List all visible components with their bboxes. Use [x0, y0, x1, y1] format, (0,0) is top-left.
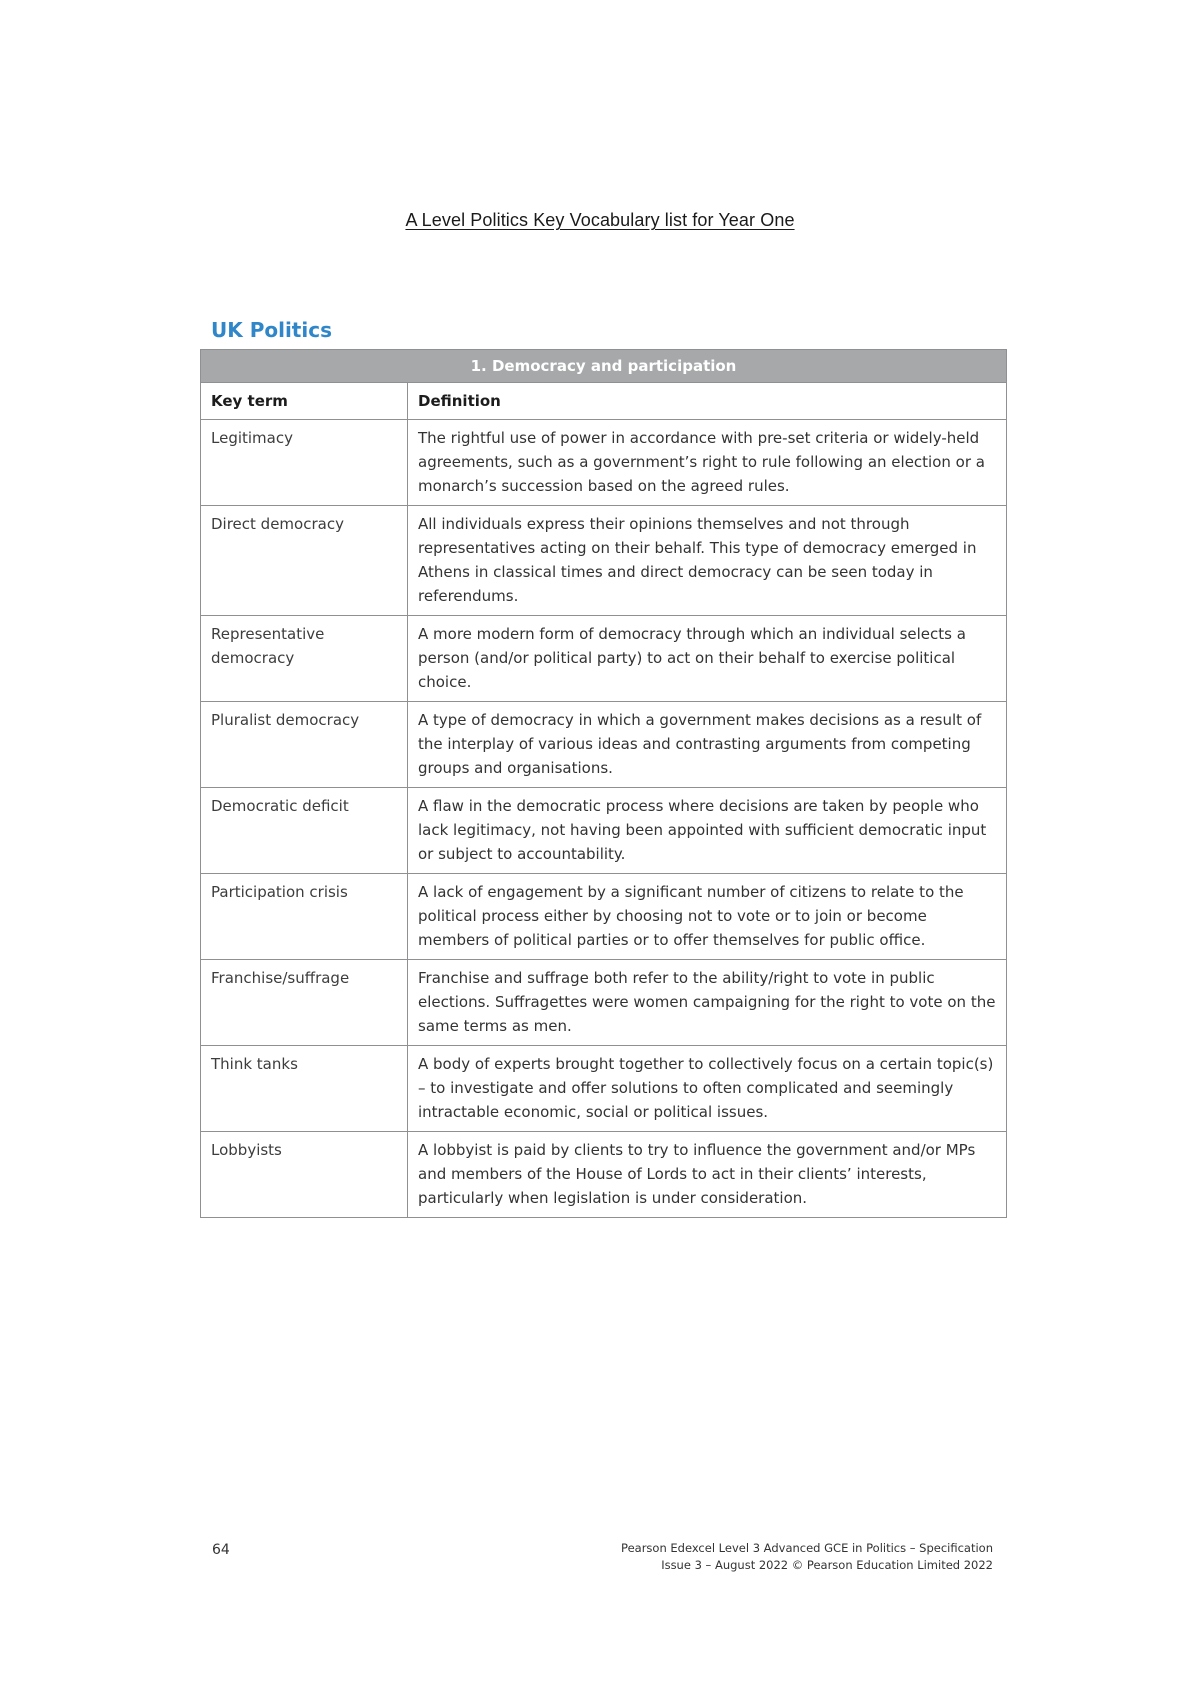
definition-cell: A body of experts brought together to collectively focus on a certain topic(s) – to investigate and offer solutions to often complicated and seemingly intractable economic, social or political issues. — [408, 1046, 1007, 1132]
key-term-cell: Direct democracy — [201, 506, 408, 616]
definition-cell: Franchise and suffrage both refer to the ability/right to vote in public elections. Suffragettes were women campaigning for the right to vote on the same terms as men. — [408, 960, 1007, 1046]
definition-cell: A type of democracy in which a government makes decisions as a result of the interplay of various ideas and contrasting arguments from competing groups and organisations. — [408, 702, 1007, 788]
table-row — [201, 874, 1007, 960]
table-row — [201, 702, 1007, 788]
table-row — [201, 788, 1007, 874]
table-row — [201, 420, 1007, 506]
table-row — [201, 616, 1007, 702]
definition-cell: A lobbyist is paid by clients to try to influence the government and/or MPs and members of the House of Lords to act in their clients’ interests, particularly when legislation is under consideration. — [408, 1132, 1007, 1218]
section-heading: UK Politics — [211, 318, 332, 342]
key-term-cell: Franchise/suffrage — [201, 960, 408, 1046]
definition-cell: A flaw in the democratic process where decisions are taken by people who lack legitimacy, not having been appointed with sufficient democratic input or subject to accountability. — [408, 788, 1007, 874]
table-band-row — [201, 350, 1007, 383]
footer-citation — [621, 1540, 993, 1574]
table-header-row — [201, 383, 1007, 420]
definition-cell: All individuals express their opinions themselves and not through representatives acting on their behalf. This type of democracy emerged in Athens in classical times and direct democracy can be seen today in referendums. — [408, 506, 1007, 616]
key-term-cell: Lobbyists — [201, 1132, 408, 1218]
key-term-cell: Representative democracy — [201, 616, 408, 702]
table-row — [201, 960, 1007, 1046]
table-band-title: 1. Democracy and participation — [201, 350, 1007, 383]
vocabulary-table — [200, 349, 1007, 1218]
definition-cell: A more modern form of democracy through which an individual selects a person (and/or political party) to act on their behalf to exercise political choice. — [408, 616, 1007, 702]
definition-cell: The rightful use of power in accordance with pre-set criteria or widely-held agreements, such as a government’s right to rule following an election or a monarch’s succession based on the agreed rules. — [408, 420, 1007, 506]
key-term-cell: Legitimacy — [201, 420, 408, 506]
key-term-cell: Think tanks — [201, 1046, 408, 1132]
key-term-cell: Participation crisis — [201, 874, 408, 960]
table-row — [201, 1132, 1007, 1218]
column-header-key-term: Key term — [201, 383, 408, 420]
table-row — [201, 506, 1007, 616]
page-number: 64 — [212, 1542, 230, 1558]
footer-line-issue: Issue 3 – August 2022 © Pearson Education Limited 2022 — [661, 1558, 993, 1572]
table-row — [201, 1046, 1007, 1132]
definition-cell: A lack of engagement by a significant number of citizens to relate to the political process either by choosing not to vote or to join or become members of political parties or to offer themselves for public office. — [408, 874, 1007, 960]
key-term-cell: Pluralist democracy — [201, 702, 408, 788]
footer-line-specification: Pearson Edexcel Level 3 Advanced GCE in Politics – Specification — [621, 1541, 993, 1555]
key-term-cell: Democratic deficit — [201, 788, 408, 874]
column-header-definition: Definition — [408, 383, 1007, 420]
document-title: A Level Politics Key Vocabulary list for Year One — [405, 210, 795, 230]
